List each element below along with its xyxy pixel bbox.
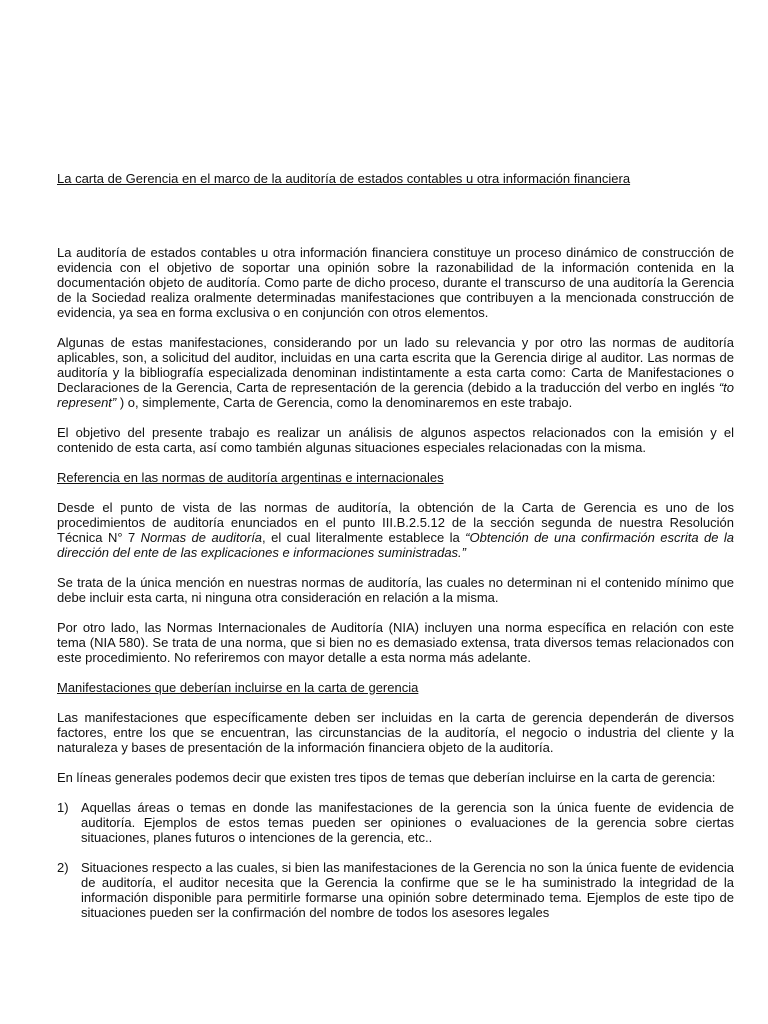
italic-text: “to represent”	[57, 380, 734, 410]
paragraph-only-mention: Se trata de la única mención en nuestras normas de auditoría, las cuales no determinan ni el contenido mínimo que debe incluir esta carta, ni ninguna otra consideración en relación a la misma.	[57, 575, 734, 605]
list-item-text: Aquellas áreas o temas en donde las manifestaciones de la gerencia son la única fuente de evidencia de auditoría. Ejemplos de estos temas pueden ser opiniones o evaluaciones de la gerencia sobre ciertas situaciones, planes futuros o intenciones de la gerencia, etc..	[81, 800, 734, 845]
paragraph-text: ) o, simplemente, Carta de Gerencia, como la denominaremos en este trabajo.	[116, 395, 573, 410]
document-title: La carta de Gerencia en el marco de la auditoría de estados contables u otra información financiera	[57, 171, 631, 186]
section-heading: Manifestaciones que deberían incluirse en la carta de gerencia	[57, 680, 419, 695]
list-number: 2)	[57, 860, 69, 875]
paragraph-norms	[57, 500, 734, 560]
paragraph-factors: Las manifestaciones que específicamente deben ser incluidas en la carta de gerencia dependerán de diversos factores, entre los que se encuentran, las circunstancias de la auditoría, el negocio o industria del cliente y la naturaleza y bases de presentación de la información financiera objeto de la auditoría.	[57, 710, 734, 755]
italic-quote: “Obtención de una confirmación escrita de la dirección del ente de las explicaciones e informaciones suministradas.”	[57, 530, 735, 560]
list-item	[57, 800, 734, 845]
paragraph-manifestations	[57, 335, 734, 410]
list-number: 1)	[57, 800, 69, 815]
italic-text: Normas de auditoría	[140, 530, 263, 545]
paragraph-types: En líneas generales podemos decir que existen tres tipos de temas que deberían incluirse en la carta de gerencia:	[57, 770, 716, 785]
paragraph-intro: La auditoría de estados contables u otra información financiera constituye un proceso dinámico de construcción de evidencia con el objetivo de soportar una opinión sobre la razonabilidad de la información contenida en la documentación objeto de auditoría. Como parte de dicho proceso, durante el transcurso de una auditoría la Gerencia de la Sociedad realiza oralmente determinadas manifestaciones que contribuyen a la mencionada construcción de evidencia, ya sea en forma exclusiva o en conjunción con otros elementos.	[57, 245, 734, 320]
list-item-text: Situaciones respecto a las cuales, si bien las manifestaciones de la Gerencia no son la única fuente de evidencia de auditoría, el auditor necesita que la Gerencia la confirme que se le ha suministrado la integridad de la información disponible para permitirle formarse una opinión sobre determinado tema. Ejemplos de este tipo de situaciones pueden ser la confirmación del nombre de todos los asesores legales	[81, 860, 734, 920]
list-item	[57, 860, 734, 920]
paragraph-text: , el cual literalmente establece la	[262, 530, 466, 545]
paragraph-objective: El objetivo del presente trabajo es realizar un análisis de algunos aspectos relacionados con la emisión y el contenido de esta carta, así como también algunas situaciones especiales relacionadas con la misma.	[57, 425, 734, 455]
paragraph-text: Desde el punto de vista de las normas de auditoría, la obtención de la Carta de Gerencia es uno de los procedimientos de auditoría enunciados en el punto III.B.2.5.12 de la sección segunda de nuestra Resolución Técnica N° 7	[57, 500, 734, 545]
numbered-list	[57, 800, 734, 920]
paragraph-nia: Por otro lado, las Normas Internacionales de Auditoría (NIA) incluyen una norma específica en relación con este tema (NIA 580). Se trata de una norma, que si bien no es demasiado extensa, trata diversos temas relacionados con este procedimiento. No referiremos con mayor detalle a esta norma más adelante.	[57, 620, 734, 665]
section-heading: Referencia en las normas de auditoría argentinas e internacionales	[57, 470, 444, 485]
paragraph-text: Algunas de estas manifestaciones, considerando por un lado su relevancia y por otro las normas de auditoría aplicables, son, a solicitud del auditor, incluidas en una carta escrita que la Gerencia dirige al auditor. Las normas de auditoría y la bibliografía especializada denominan indistintamente a esta carta como: Carta de Manifestaciones o Declaraciones de la Gerencia, Carta de representación de la gerencia (debido a la traducción del verbo en inglés	[57, 335, 734, 395]
